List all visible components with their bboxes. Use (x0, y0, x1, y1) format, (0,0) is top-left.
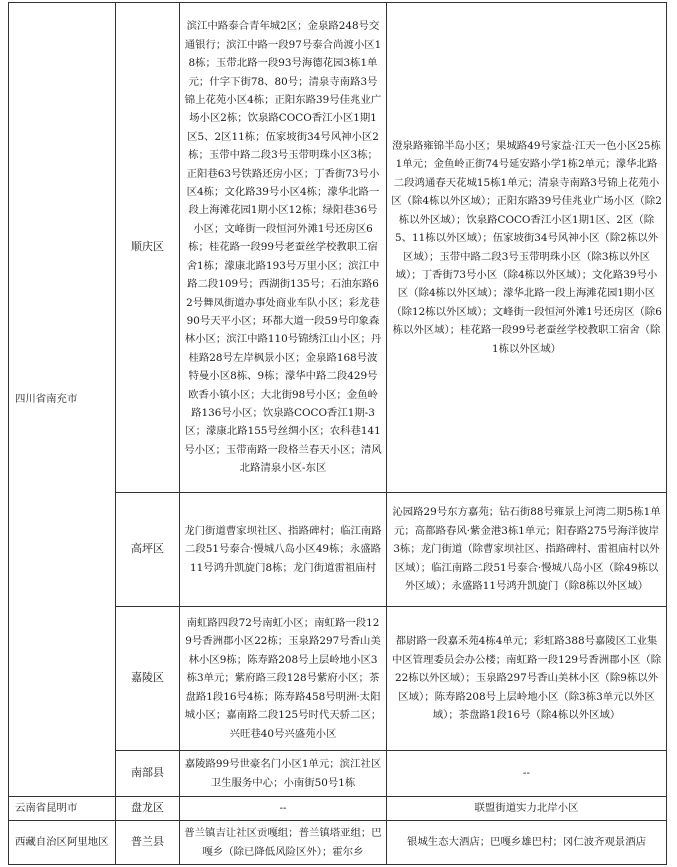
district-cell: 嘉陵区 (116, 607, 180, 751)
district-cell: 南部县 (116, 751, 180, 797)
high-risk-areas: 滨江中路泰合青年城2区；金泉路248号交通银行；滨江中路一段97号泰合尚渡小区18栋；玉带北路一段93号海德花园3栋1单元；什字下街78、80号；清泉寺南路3号锦上花苑小区4栋；正阳东路39号佳兆业广场小区2栋；饮泉路COCO香江小区1期1区5、2区11栋；伍家坡街34号风神小区2栋；玉带中路二段3号玉带明珠小区3栋；正阳巷63号铁路还房小区；丁香街73号小区4栋；文化路39号小区4栋；濛华北路一段上海滩花园1期小区12栋；绿阳巷36号小区；文峰街一段恒河外滩1号还房区6栋；桂花路一段99号老蚕丝学校教职工宿舍1栋；濛康北路193号万里小区；滨江中路二段109号；西湖街135号；石油东路62号舞凤街道办事处商业车队小区；彩龙巷90号天平小区；环都大道一段59号印象森林小区；滨江中路110号锦绣江山小区；丹桂路28号左岸枫景小区；金泉路168号波特曼小区8栋、9栋；濛华中路二段429号欧香小镇小区；大北街98号小区；金鱼岭路136号小区；饮泉路COCO香江1期-3区；濛康北路155号丝绸小区；农科巷141号小区；玉带南路一段格兰春天小区；清风北路清泉小区-东区 (180, 3, 387, 493)
medium-risk-areas: 联盟街道实力北岸小区 (387, 797, 667, 821)
table-row (9, 797, 667, 821)
district-cell: 普兰县 (116, 821, 180, 865)
high-risk-areas: 普兰镇吉让社区贡嘎组；普兰镇塔亚组；巴嘎乡（除已降低风险区外）；霍尔乡 (180, 821, 387, 865)
table-row (9, 821, 667, 865)
risk-area-table (8, 2, 667, 865)
medium-risk-areas: 银城生态大酒店；巴嘎乡雄巴村；冈仁波齐观景酒店 (387, 821, 667, 865)
high-risk-areas: 南虹路四段72号南虹小区；南虹路一段129号香洲郡小区22栋；玉泉路297号香山美林小区9栋；陈寿路208号上层岭地小区3栋3单元；紫府路三段128号紫府小区；茶盘路1段16号4栋；陈寿路458号明洲·太阳城小区；嘉南路二段125号时代天骄二区；兴旺巷40号兴盛苑小区 (180, 607, 387, 751)
province-cell: 西藏自治区阿里地区 (9, 821, 116, 865)
high-risk-areas: -- (180, 797, 387, 821)
district-cell: 高坪区 (116, 493, 180, 607)
medium-risk-areas: 沁园路29号东方嘉苑；钻石街88号雍景上河湾二期5栋1单元；高都路春风·紫金港3栋1单元；阳春路275号海洋彼岸3栋；龙门街道（除曹家坝社区、指路碑村、雷祖庙村以外区域）；临江南路二段51号泰合·慢城八岛小区（除49栋以外区域）；永盛路11号鸿升凯旋门（除8栋以外区域） (387, 493, 667, 607)
province-cell: 四川省南充市 (9, 3, 116, 797)
district-cell: 顺庆区 (116, 3, 180, 493)
province-cell: 云南省昆明市 (9, 797, 116, 821)
table-row (9, 3, 667, 493)
district-cell: 盘龙区 (116, 797, 180, 821)
high-risk-areas: 嘉陵路99号世豪名门小区1单元；滨江社区卫生服务中心；小南街50号1栋 (180, 751, 387, 797)
medium-risk-areas: 都尉路一段嘉禾苑4栋4单元；彩虹路388号嘉陵区工业集中区管理委员会办公楼；南虹路一段129号香洲郡小区（除22栋以外区域）；玉泉路297号香山美林小区（除9栋以外区域）；陈寿路208号上层岭地小区（除3栋3单元以外区域）；茶盘路1段16号（除4栋以外区域） (387, 607, 667, 751)
medium-risk-areas: 澄泉路雍锦半岛小区；果城路49号家益·江天一色小区25栋1单元；金鱼岭正街74号延安路小学1栋2单元；濛华北路二段鸿通春天花城15栋1单元；清泉寺南路3号锦上花苑小区（除4栋以外区域）；正阳东路39号佳兆业广场小区（除2栋以外区域）；饮泉路COCO香江小区1期1区、2区（除5、11栋以外区域）；伍家坡街34号风神小区（除2栋以外区域）；玉带中路二段3号玉带明珠小区（除3栋以外区域）；丁香街73号小区（除4栋以外区域）；文化路39号小区（除4栋以外区域）；濛华北路一段上海滩花园1期小区（除12栋以外区域）；文峰街一段恒河外滩1号还房区（除6栋以外区域）；桂花路一段99号老蚕丝学校教职工宿舍（除1栋以外区域） (387, 3, 667, 493)
high-risk-areas: 龙门街道曹家坝社区、指路碑村；临江南路二段51号泰合·慢城八岛小区49栋；永盛路11号鸿升凯旋门8栋；龙门街道雷祖庙村 (180, 493, 387, 607)
medium-risk-areas: -- (387, 751, 667, 797)
